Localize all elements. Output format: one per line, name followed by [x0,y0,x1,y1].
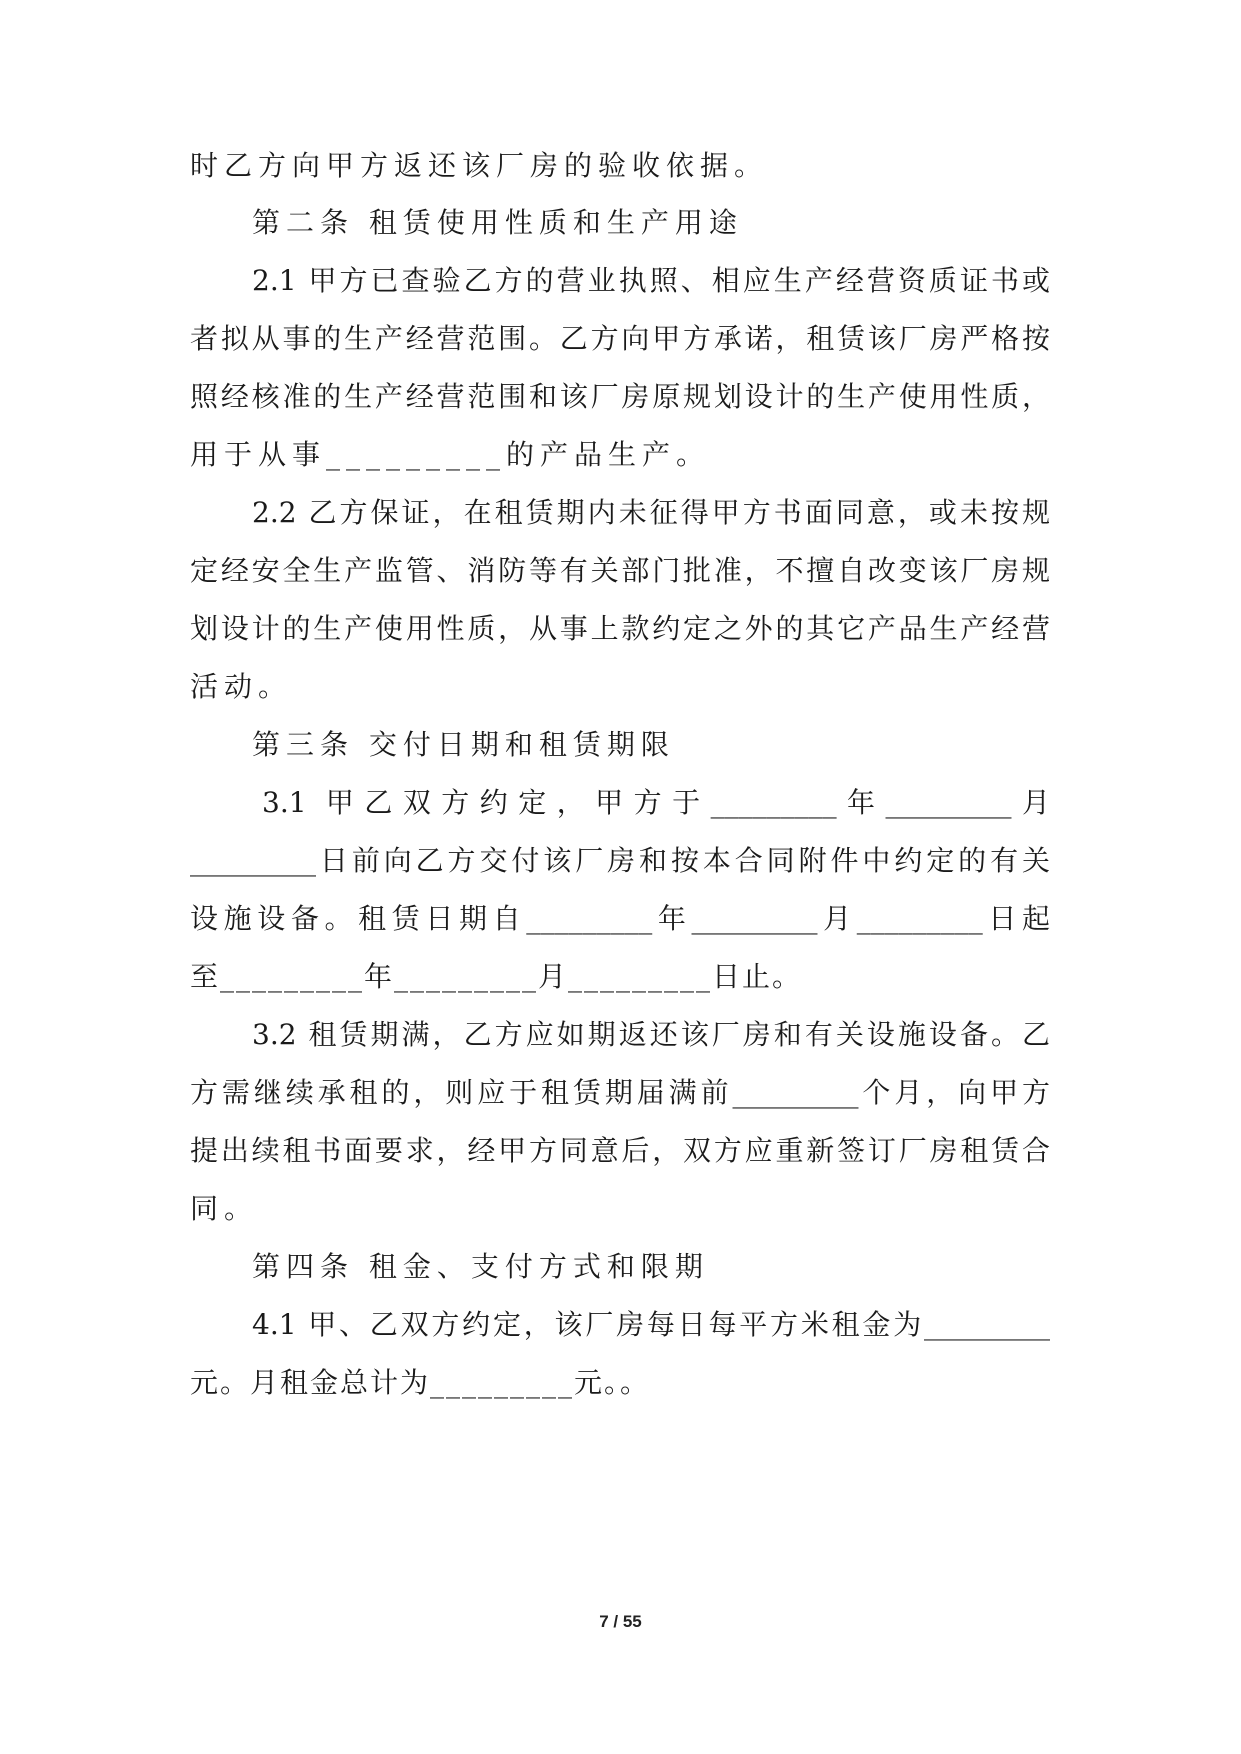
paragraph-line: 4.1 甲、乙双方约定，该厂房每日每平方米租金为_________ [252,1308,1050,1341]
paragraph-line: 2.1 甲方已查验乙方的营业执照、相应生产经营资质证书或 [252,264,1050,297]
paragraph-line: 3.1 甲乙双方约定，甲方于_________年_________月 [262,786,1050,819]
paragraph-line: 元。月租金总计为_________元。。 [190,1366,651,1399]
paragraph-line: 3.2 租赁期满，乙方应如期返还该厂房和有关设施设备。乙 [252,1018,1050,1051]
paragraph-line: 者拟从事的生产经营范围。乙方向甲方承诺，租赁该厂房严格按 [190,322,1050,355]
paragraph-line: 设施设备。租赁日期自_________年_________月_________日起 [190,902,1050,935]
section-heading: 第四条 租金、支付方式和限期 [252,1250,709,1283]
paragraph-line: 提出续租书面要求，经甲方同意后，双方应重新签订厂房租赁合 [190,1134,1050,1167]
paragraph-line: 2.2 乙方保证，在租赁期内未征得甲方书面同意，或未按规 [252,496,1050,529]
paragraph-line: 活动。 [190,670,293,703]
paragraph-line: 方需继续承租的，则应于租赁期届满前_________个月，向甲方 [190,1076,1050,1109]
paragraph-line: 同。 [190,1192,259,1225]
section-heading: 第三条 交付日期和租赁期限 [252,728,675,761]
paragraph-line: 照经核准的生产经营范围和该厂房原规划设计的生产使用性质， [190,380,1050,413]
section-heading: 第二条 租赁使用性质和生产用途 [252,206,743,239]
page-number: 7 / 55 [599,1612,642,1631]
paragraph-line: 至_________年_________月_________日止。 [190,960,803,993]
paragraph-line: 用于从事_________的产品生产。 [190,438,711,471]
paragraph-line: _________日前向乙方交付该厂房和按本合同附件中约定的有关 [190,844,1050,877]
paragraph-line: 定经安全生产监管、消防等有关部门批准，不擅自改变该厂房规 [190,554,1050,587]
paragraph-line: 时乙方向甲方返还该厂房的验收依据。 [190,149,769,182]
paragraph-line: 划设计的生产使用性质，从事上款约定之外的其它产品生产经营 [190,612,1050,645]
